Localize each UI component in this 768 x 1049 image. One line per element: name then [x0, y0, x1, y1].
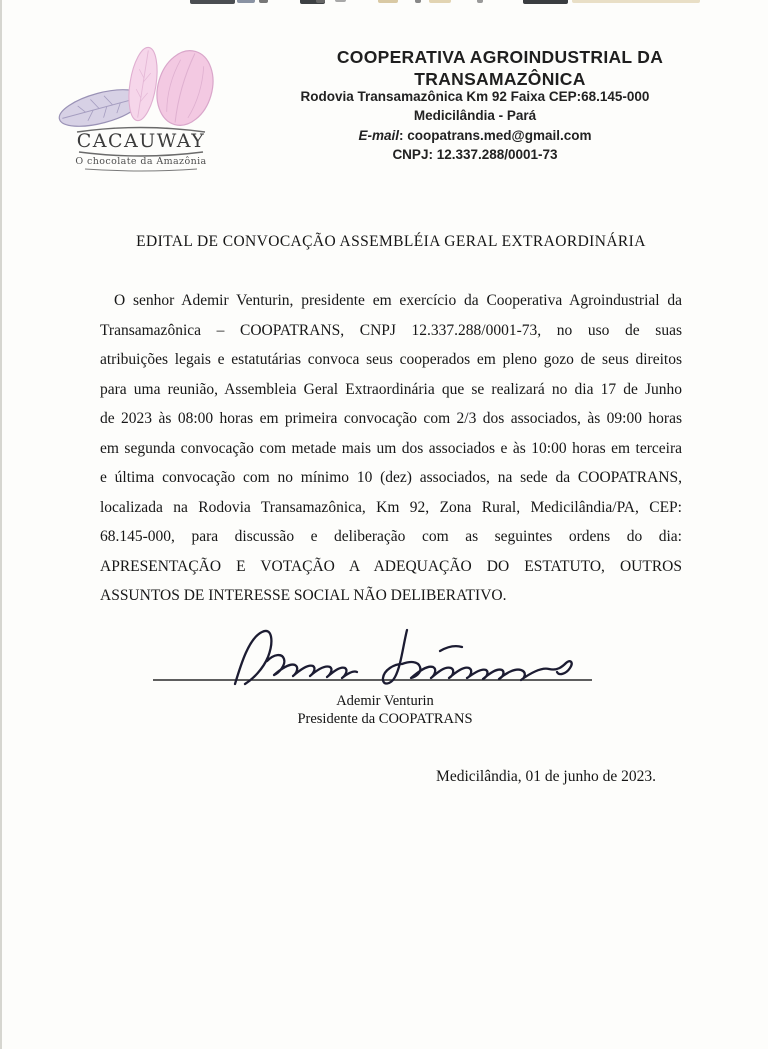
leaf-icon — [124, 45, 161, 122]
scan-artifact — [429, 0, 451, 3]
org-address-block — [260, 87, 690, 164]
signature-image — [145, 620, 605, 700]
logo-tagline: O chocolate da Amazônia — [75, 156, 207, 167]
scan-artifact — [316, 0, 325, 3]
logo-tagline-underline — [85, 169, 197, 171]
scan-artifact — [259, 0, 268, 3]
scan-artifact — [335, 0, 346, 2]
date-line: Medicilândia, 01 de junho de 2023. — [436, 768, 656, 785]
document-title: EDITAL DE CONVOCAÇÃO ASSEMBLÉIA GERAL EXTRAORDINÁRIA — [136, 233, 646, 250]
cnpj-line: CNPJ: 12.337.288/0001-73 — [392, 146, 558, 162]
body-line: localizada na Rodovia Transamazônica, Km 92, Zona Rural, Medicilândia/PA, CEP: — [100, 498, 682, 516]
cacauway-logo — [55, 42, 250, 182]
body-line: de 2023 às 08:00 horas em primeira convocação com 2/3 dos associados, às 09:00 horas — [100, 410, 682, 427]
cacao-pod-icon — [149, 44, 222, 132]
scan-artifact — [477, 0, 483, 3]
email-label: E-mail — [358, 127, 400, 143]
scan-artifact — [237, 0, 255, 3]
body-line: e última convocação com no mínimo 10 (dez) associados, na sede da COOPATRANS, — [100, 469, 682, 486]
address-line-1: Rodovia Transamazônica Km 92 Faixa CEP:68.145-000 — [300, 89, 650, 104]
signature-ink — [235, 630, 572, 684]
org-name: COOPERATIVA AGROINDUSTRIAL DA TRANSAMAZÔNICA — [336, 47, 664, 89]
scan-artifact — [190, 0, 235, 4]
document-body — [100, 286, 682, 611]
signer-title: Presidente da COOPATRANS — [297, 711, 473, 727]
scan-artifact — [572, 0, 700, 3]
scan-artifact — [523, 0, 568, 4]
address-line-2: Medicilândia - Pará — [413, 108, 537, 124]
body-line: O senhor Ademir Venturin, presidente em exercício da Cooperativa Agroindustrial da — [114, 292, 682, 309]
body-line: atribuições legais e estatutárias convoca seus cooperados em pleno gozo de seus direitos — [100, 351, 682, 368]
logo-wordmark: CACAUWAY — [76, 130, 206, 152]
signer-name: Ademir Venturin — [336, 693, 434, 709]
body-line: APRESENTAÇÃO E VOTAÇÃO A ADEQUAÇÃO DO ESTATUTO, OUTROS — [100, 557, 682, 575]
scan-artifact — [378, 0, 398, 3]
body-line: ASSUNTOS DE INTERESSE SOCIAL NÃO DELIBERATIVO. — [100, 587, 507, 604]
scan-edge-line — [0, 0, 2, 1049]
body-line: 68.145-000, para discussão e deliberação com as seguintes ordens do dia: — [100, 528, 682, 545]
body-line: em segunda convocação com metade mais um dos associados e às 10:00 horas em terceira — [100, 439, 682, 457]
email-line — [260, 126, 690, 145]
body-line: para uma reunião, Assembleia Geral Extraordinária que se realizará no dia 17 de Junho — [100, 380, 682, 398]
scan-artifact — [415, 0, 421, 3]
body-line: Transamazônica – COOPATRANS, CNPJ 12.337.288/0001-73, no uso de suas — [100, 321, 682, 339]
email-value: : coopatrans.med@gmail.com — [399, 127, 592, 143]
